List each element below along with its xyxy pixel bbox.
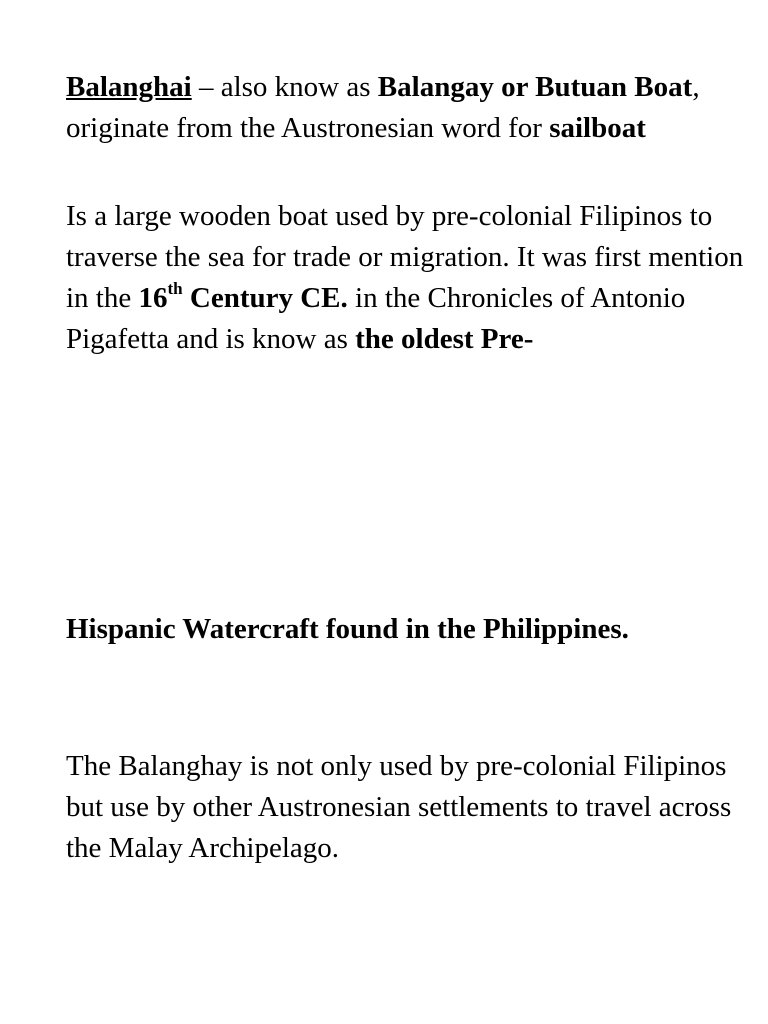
text-century-ce: Century CE. <box>182 282 348 314</box>
text-large-wooden-boat: Is a large wooden boat used by pre-colonial Filipinos to traverse the sea for trade or migration. It was first mention in the <box>66 200 744 314</box>
term-balanghai: Balanghai <box>66 71 192 103</box>
text-chronicles: in the Chronicles of Antonio Pigafetta and is know as <box>66 282 686 355</box>
paragraph-balanghay-use <box>66 746 746 869</box>
paragraph-definition <box>66 67 746 149</box>
text-balanghay-use: The Balanghay is not only used by pre-colonial Filipinos but use by other Austronesian settlements to travel across the Malay Archipelago. <box>66 750 732 864</box>
paragraph-hispanic-watercraft <box>66 609 746 650</box>
term-sailboat: sailboat <box>549 112 646 144</box>
text-originate: , originate from the Austronesian word for <box>66 71 700 144</box>
text-oldest-pre: the oldest Pre- <box>355 323 534 355</box>
text-also-known: – also know as <box>191 71 378 103</box>
superscript-th: th <box>167 279 183 299</box>
term-balangay-butuan: Balangay or Butuan Boat <box>377 71 693 103</box>
paragraph-description <box>66 196 746 360</box>
text-sixteen: 16 <box>138 282 168 314</box>
text-hispanic-watercraft: Hispanic Watercraft found in the Philippines. <box>66 613 629 645</box>
